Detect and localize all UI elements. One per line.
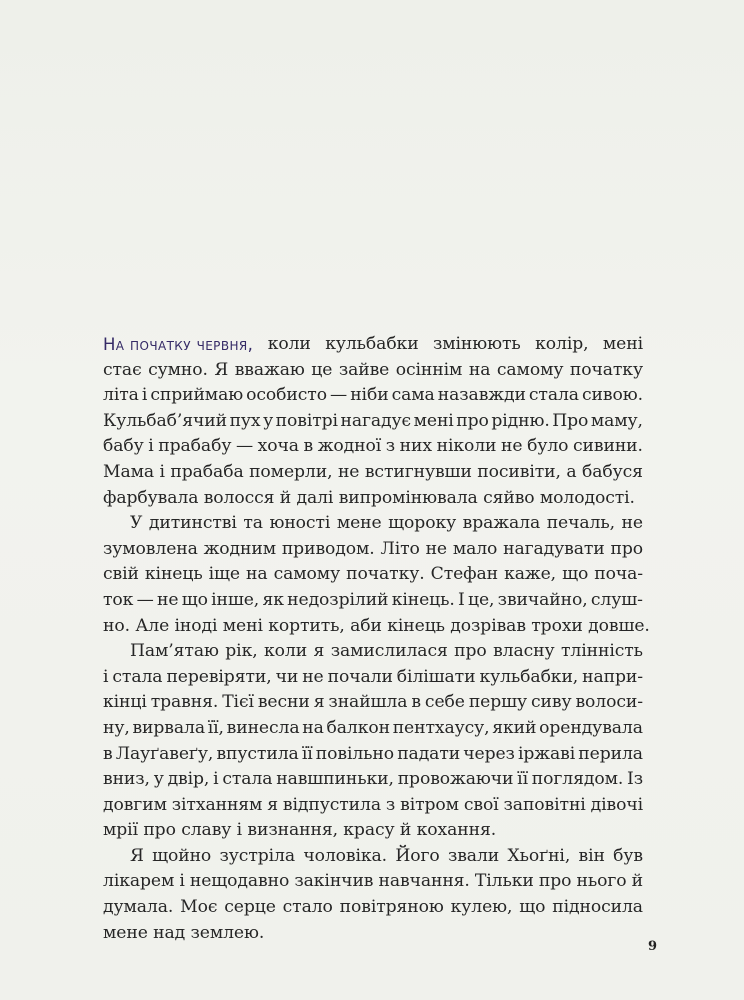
- text-word: кінці: [103, 692, 147, 713]
- text-word: не: [425, 538, 447, 559]
- text-word: з: [385, 794, 396, 815]
- text-word: бабуся: [581, 461, 643, 482]
- text-line: [103, 767, 643, 793]
- text-word: вражала: [462, 513, 541, 534]
- text-word: сивою.: [582, 385, 643, 406]
- text-word: мені: [602, 334, 643, 354]
- text-line: [103, 486, 643, 512]
- text-word: Його: [395, 845, 440, 866]
- text-word: на: [302, 717, 324, 738]
- text-word: з: [385, 436, 396, 457]
- text-word: а: [566, 461, 577, 482]
- text-word: Стефан: [430, 564, 499, 585]
- text-word: мрії про славу і визнання, красу й кохання.: [103, 820, 497, 841]
- text-word: Лауґавеґу,: [115, 743, 214, 764]
- text-word: рідню.: [491, 410, 550, 431]
- text-word: і: [141, 385, 148, 406]
- text-word: і: [159, 461, 165, 482]
- text-word: себе: [424, 692, 465, 713]
- text-word: впустила: [216, 743, 299, 764]
- text-word: но. Але іноді мені кортить, аби кінець дозрівав трохи довше.: [103, 615, 650, 636]
- text-word: маму,: [590, 410, 643, 431]
- text-word: хоча: [257, 436, 299, 457]
- text-word: замислилася: [330, 641, 448, 662]
- text-word: навшпиньки,: [276, 769, 394, 790]
- text-word: жодним: [203, 538, 277, 559]
- text-word: нагадувати: [503, 538, 605, 559]
- text-line: [103, 818, 643, 844]
- text-word: бабу: [103, 436, 144, 457]
- text-word: Кульбаб’ячий: [103, 410, 228, 431]
- text-word: встигнувши: [364, 461, 472, 482]
- text-word: через: [463, 743, 515, 764]
- text-word: це: [311, 359, 333, 380]
- text-word: кінець.: [391, 589, 455, 610]
- text-line: [103, 742, 643, 768]
- text-word: першу: [468, 692, 528, 713]
- text-word: травня.: [150, 692, 219, 713]
- text-word: свої: [463, 794, 499, 815]
- text-word: сама: [391, 385, 435, 406]
- text-word: коли: [267, 334, 311, 354]
- text-word: Я: [130, 845, 144, 866]
- text-word: весни: [257, 692, 310, 713]
- text-word: що: [181, 589, 208, 610]
- text-word: вниз,: [103, 769, 150, 790]
- text-word: про: [456, 410, 489, 431]
- text-word: стала: [112, 666, 163, 687]
- text-word: змінюють: [432, 334, 521, 354]
- text-word: на: [246, 564, 268, 585]
- text-word: довгим: [103, 794, 167, 815]
- text-word: Моє: [180, 897, 218, 918]
- text-word: сприймаю: [150, 385, 244, 406]
- text-line: [103, 614, 650, 640]
- text-word: я: [313, 641, 325, 662]
- text-word: кульбабки: [325, 334, 419, 354]
- text-word: лікарем: [103, 871, 175, 892]
- text-word: та: [243, 513, 263, 534]
- text-line: [103, 793, 643, 819]
- text-word: у: [263, 410, 274, 431]
- text-word: стала: [222, 769, 273, 790]
- text-word: інше,: [211, 589, 260, 610]
- text-word: свій: [103, 564, 139, 585]
- text-word: знайшла: [328, 692, 408, 713]
- text-word: мене: [336, 513, 382, 534]
- text-word: вирвала: [132, 717, 205, 738]
- text-word: осіннім: [395, 359, 463, 380]
- text-word: мало: [452, 538, 498, 559]
- text-word: іще: [208, 564, 240, 585]
- text-line: [103, 460, 643, 486]
- text-word: власну: [493, 641, 555, 662]
- text-word: Тільки: [474, 871, 534, 892]
- text-word: і: [103, 666, 109, 687]
- text-word: поча-: [594, 564, 643, 585]
- text-word: прабаба: [170, 461, 244, 482]
- text-word: навчання.: [378, 871, 470, 892]
- text-word: них: [399, 436, 432, 457]
- text-word: Тієї: [222, 692, 254, 713]
- text-word: тлінність: [560, 641, 643, 662]
- text-line: [103, 537, 643, 563]
- text-word: коли: [264, 641, 308, 662]
- text-line: [103, 665, 643, 691]
- text-line: [103, 895, 643, 921]
- text-word: який: [492, 717, 537, 738]
- chapter-lead-in: На початку червня,: [103, 335, 254, 354]
- text-word: зумовлена: [103, 538, 198, 559]
- text-word: двір,: [167, 769, 210, 790]
- text-line: [103, 434, 643, 460]
- text-word: як: [262, 589, 284, 610]
- text-word: зайве: [338, 359, 390, 380]
- text-word: ток: [103, 589, 134, 610]
- text-word: самому: [273, 564, 341, 585]
- text-word: нього: [576, 871, 627, 892]
- text-word: особисто: [246, 385, 327, 406]
- text-word: посивіти,: [477, 461, 561, 482]
- text-word: кінець: [144, 564, 203, 585]
- text-word: і: [213, 769, 219, 790]
- text-word: початку: [569, 359, 643, 380]
- text-word: Мама: [103, 461, 155, 482]
- text-word: пух: [229, 410, 261, 431]
- text-word: повітряною: [339, 897, 444, 918]
- paragraph-1: [103, 332, 643, 511]
- text-word: мене над землею.: [103, 922, 265, 943]
- text-word: вважаю: [234, 359, 305, 380]
- text-word: звичайно,: [497, 589, 588, 610]
- text-word: про: [610, 538, 643, 559]
- paragraph-2: [103, 511, 650, 639]
- text-word: не: [337, 461, 360, 482]
- text-word: звали: [447, 845, 500, 866]
- text-word: не: [501, 436, 523, 457]
- text-word: нещодавно: [189, 871, 290, 892]
- text-word: чи: [275, 666, 299, 687]
- text-line: [103, 332, 643, 358]
- text-word: приводом.: [281, 538, 375, 559]
- text-word: був: [613, 845, 643, 866]
- text-word: закінчив: [294, 871, 374, 892]
- text-word: дитинстві: [148, 513, 237, 534]
- text-word: її: [301, 743, 313, 764]
- text-word: відпустила: [282, 794, 381, 815]
- text-word: юності: [269, 513, 331, 534]
- text-word: колір,: [535, 334, 589, 354]
- text-word: зустріла: [219, 845, 295, 866]
- text-word: що: [519, 897, 546, 918]
- text-word: кулею,: [450, 897, 513, 918]
- paragraph-3: [103, 639, 643, 844]
- text-word: в: [103, 743, 113, 764]
- text-word: її,: [207, 717, 224, 738]
- text-word: назавжди: [437, 385, 526, 406]
- text-word: У: [130, 513, 143, 534]
- text-word: початку.: [346, 564, 425, 585]
- text-word: сиву: [531, 692, 572, 713]
- text-word: поглядом.: [531, 769, 624, 790]
- text-word: недозрілий: [287, 589, 389, 610]
- text-line: [103, 869, 643, 895]
- text-word: іржаві: [518, 743, 576, 764]
- text-word: щороку: [388, 513, 457, 534]
- text-word: в: [303, 436, 314, 457]
- text-word: Хьоґні,: [507, 845, 571, 866]
- text-word: —: [235, 436, 254, 457]
- text-word: каже,: [504, 564, 557, 585]
- text-word: у: [153, 769, 164, 790]
- text-word: винесла: [226, 717, 300, 738]
- text-word: не: [302, 666, 324, 687]
- text-word: стає: [103, 359, 142, 380]
- text-word: балкон: [326, 717, 390, 738]
- text-line: [103, 921, 643, 947]
- text-word: повільно: [315, 743, 395, 764]
- text-line: [103, 358, 643, 384]
- text-word: —: [330, 385, 348, 406]
- text-word: не: [156, 589, 179, 610]
- text-word: й: [631, 871, 643, 892]
- text-word: Пам’ятаю: [130, 641, 219, 662]
- text-word: прабабу: [158, 436, 232, 457]
- text-word: що: [562, 564, 589, 585]
- text-word: думала.: [103, 897, 174, 918]
- text-word: орендувала: [539, 717, 643, 738]
- text-word: пентхаусу,: [392, 717, 490, 738]
- text-word: фарбувала волосся й далі випромінювала сяйво молодості.: [103, 487, 635, 508]
- text-word: чоловіка.: [303, 845, 388, 866]
- text-line: [103, 383, 643, 409]
- text-word: падати: [397, 743, 461, 764]
- text-word: щойно: [152, 845, 212, 866]
- text-word: про: [538, 871, 572, 892]
- text-word: нагадує: [340, 410, 412, 431]
- text-word: я: [313, 692, 325, 713]
- text-word: серце: [224, 897, 276, 918]
- text-word: ніби: [350, 385, 389, 406]
- text-word: напри-: [582, 666, 643, 687]
- text-word: почали: [327, 666, 393, 687]
- body-text: [103, 332, 650, 946]
- text-word: не: [621, 513, 643, 534]
- text-word: сумно.: [148, 359, 208, 380]
- text-word: білішати: [396, 666, 476, 687]
- text-word: ну,: [103, 717, 130, 738]
- text-word: жодної: [317, 436, 382, 457]
- text-word: —: [136, 589, 154, 610]
- text-word: він: [578, 845, 605, 866]
- page-number: 9: [648, 939, 658, 954]
- text-word: повітрі: [275, 410, 338, 431]
- text-word: стала: [528, 385, 579, 406]
- text-word: печаль,: [546, 513, 615, 534]
- text-word: в: [411, 692, 421, 713]
- text-word: я: [267, 794, 278, 815]
- text-word: було: [527, 436, 569, 457]
- text-word: заповітні: [503, 794, 586, 815]
- text-word: померли,: [249, 461, 333, 482]
- text-word: рік,: [225, 641, 258, 662]
- text-word: волоси-: [575, 692, 643, 713]
- text-word: Літо: [380, 538, 420, 559]
- text-line: [103, 588, 643, 614]
- text-word: самому: [496, 359, 564, 380]
- text-word: це,: [468, 589, 495, 610]
- text-word: сивини.: [573, 436, 643, 457]
- text-word: Про: [552, 410, 589, 431]
- paragraph-4: [103, 844, 643, 946]
- text-line: [103, 409, 643, 435]
- text-line: [103, 716, 643, 742]
- text-word: Із: [627, 769, 643, 790]
- text-line: [103, 562, 643, 588]
- text-word: і: [179, 871, 185, 892]
- text-word: провожаючи: [397, 769, 514, 790]
- text-word: І: [458, 589, 465, 610]
- text-line: [103, 844, 643, 870]
- text-word: про: [454, 641, 487, 662]
- text-word: підносила: [552, 897, 643, 918]
- text-word: мені: [413, 410, 454, 431]
- text-line: [103, 690, 643, 716]
- text-word: і: [148, 436, 154, 457]
- text-word: зітханням: [171, 794, 263, 815]
- text-word: ніколи: [436, 436, 497, 457]
- text-word: кульбабки,: [479, 666, 579, 687]
- text-word: її: [517, 769, 528, 790]
- text-word: на: [468, 359, 491, 380]
- text-line: [103, 511, 643, 537]
- text-word: стало: [282, 897, 333, 918]
- text-word: перила: [578, 743, 643, 764]
- text-word: літа: [103, 385, 139, 406]
- text-word: Я: [214, 359, 229, 380]
- text-word: слуш-: [590, 589, 643, 610]
- text-word: дівочі: [590, 794, 643, 815]
- text-word: вітром: [400, 794, 459, 815]
- text-word: перевіряти,: [166, 666, 272, 687]
- text-line: [103, 639, 643, 665]
